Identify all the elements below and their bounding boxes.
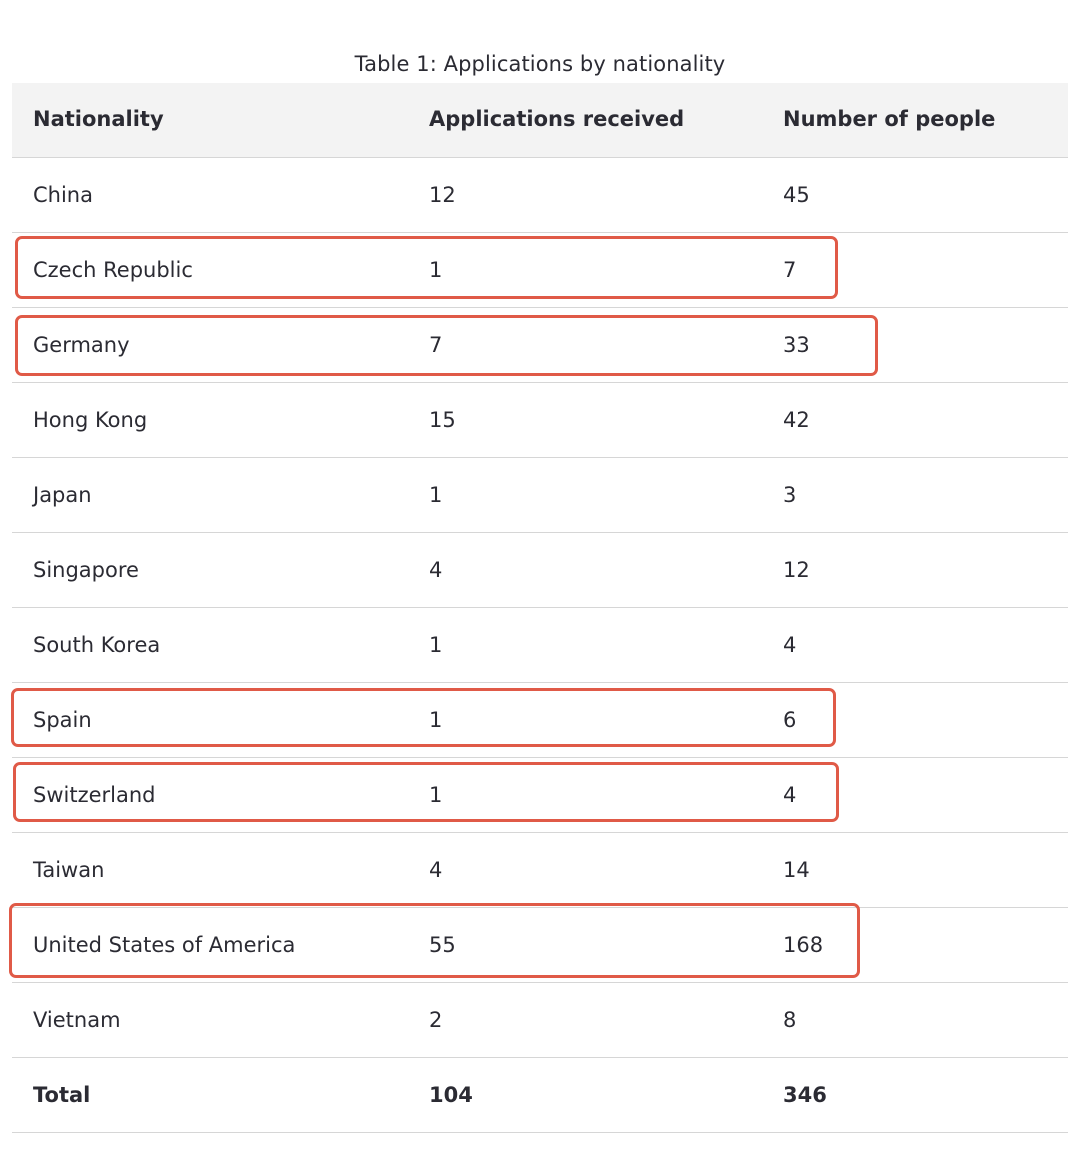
total-people: 346 bbox=[783, 1083, 827, 1107]
cell-people: 8 bbox=[783, 1008, 797, 1032]
cell-applications: 7 bbox=[429, 333, 443, 357]
cell-people: 14 bbox=[783, 858, 810, 882]
table-row bbox=[12, 908, 1068, 983]
cell-nationality: Hong Kong bbox=[33, 408, 148, 432]
cell-applications: 1 bbox=[429, 783, 443, 807]
cell-people: 3 bbox=[783, 483, 797, 507]
cell-applications: 4 bbox=[429, 558, 443, 582]
cell-applications: 4 bbox=[429, 858, 443, 882]
cell-people: 4 bbox=[783, 783, 797, 807]
cell-applications: 1 bbox=[429, 633, 443, 657]
cell-people: 6 bbox=[783, 708, 797, 732]
table-row bbox=[12, 383, 1068, 458]
table-row bbox=[12, 308, 1068, 383]
table-row bbox=[12, 983, 1068, 1058]
cell-nationality: United States of America bbox=[33, 933, 296, 957]
total-applications: 104 bbox=[429, 1083, 473, 1107]
header-number-of-people: Number of people bbox=[783, 107, 996, 131]
table-header-row bbox=[12, 83, 1068, 158]
cell-nationality: Taiwan bbox=[33, 858, 105, 882]
cell-people: 7 bbox=[783, 258, 797, 282]
table-row bbox=[12, 608, 1068, 683]
cell-nationality: Czech Republic bbox=[33, 258, 193, 282]
cell-people: 42 bbox=[783, 408, 810, 432]
table-row bbox=[12, 233, 1068, 308]
header-applications-received: Applications received bbox=[429, 107, 685, 131]
cell-nationality: South Korea bbox=[33, 633, 161, 657]
table-row bbox=[12, 833, 1068, 908]
cell-nationality: Singapore bbox=[33, 558, 139, 582]
cell-applications: 1 bbox=[429, 258, 443, 282]
table-row bbox=[12, 533, 1068, 608]
cell-applications: 1 bbox=[429, 483, 443, 507]
cell-nationality: China bbox=[33, 183, 93, 207]
cell-people: 4 bbox=[783, 633, 797, 657]
cell-people: 168 bbox=[783, 933, 824, 957]
cell-nationality: Spain bbox=[33, 708, 92, 732]
table-total-row bbox=[12, 1058, 1068, 1133]
cell-nationality: Japan bbox=[33, 483, 92, 507]
cell-applications: 2 bbox=[429, 1008, 443, 1032]
nationality-table bbox=[12, 83, 1068, 1133]
cell-people: 33 bbox=[783, 333, 810, 357]
cell-applications: 15 bbox=[429, 408, 456, 432]
cell-nationality: Switzerland bbox=[33, 783, 156, 807]
cell-people: 45 bbox=[783, 183, 810, 207]
table-row bbox=[12, 758, 1068, 833]
header-nationality: Nationality bbox=[33, 107, 164, 131]
table-row bbox=[12, 458, 1068, 533]
table-row bbox=[12, 683, 1068, 758]
cell-nationality: Vietnam bbox=[33, 1008, 121, 1032]
table-caption: Table 1: Applications by nationality bbox=[354, 52, 726, 76]
cell-applications: 12 bbox=[429, 183, 456, 207]
table-row bbox=[12, 158, 1068, 233]
cell-applications: 55 bbox=[429, 933, 456, 957]
cell-nationality: Germany bbox=[33, 333, 130, 357]
cell-applications: 1 bbox=[429, 708, 443, 732]
total-label: Total bbox=[33, 1083, 91, 1107]
cell-people: 12 bbox=[783, 558, 810, 582]
